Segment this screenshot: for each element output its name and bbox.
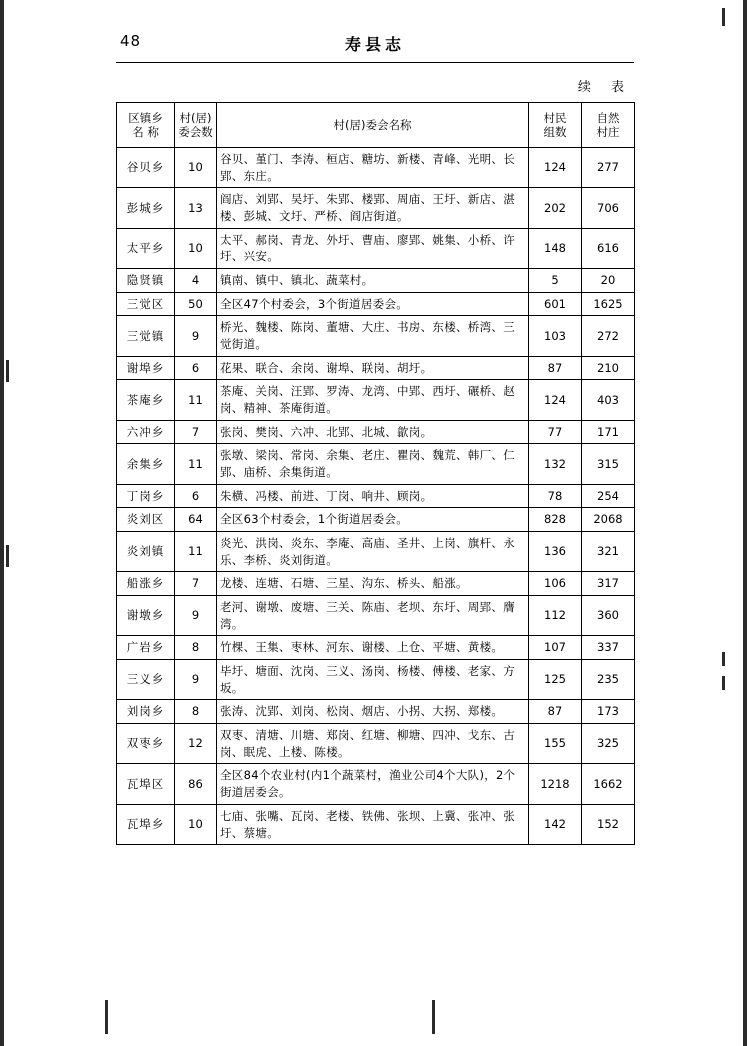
cell-committee-count: 11 — [175, 444, 217, 484]
cell-villager-groups: 601 — [529, 292, 582, 316]
cell-villager-groups: 124 — [529, 380, 582, 420]
cell-committee-count: 11 — [175, 532, 217, 572]
cell-region-name: 三觉区 — [117, 292, 175, 316]
cell-committee-count: 6 — [175, 356, 217, 380]
cell-region-name: 瓦埠区 — [117, 764, 175, 804]
column-header-count — [175, 103, 217, 148]
cell-natural-villages: 152 — [582, 804, 635, 844]
table-row — [117, 420, 635, 444]
cell-villager-groups: 107 — [529, 636, 582, 660]
cell-natural-villages: 277 — [582, 148, 635, 188]
cell-committee-names: 全区63个村委会，1个街道居委会。 — [217, 508, 529, 532]
cell-committee-names: 桥光、魏楼、陈岗、董塘、大庄、书房、东楼、桥湾、三觉街道。 — [217, 316, 529, 356]
cell-committee-count: 86 — [175, 764, 217, 804]
cell-villager-groups: 1218 — [529, 764, 582, 804]
table-row — [117, 188, 635, 228]
cell-villager-groups: 87 — [529, 700, 582, 724]
cell-villager-groups: 106 — [529, 572, 582, 596]
cell-committee-names: 张墩、梁岗、常岗、余集、老庄、瞿岗、魏荒、韩厂、仁郢、庙桥、余集街道。 — [217, 444, 529, 484]
cell-committee-names: 张岗、樊岗、六冲、北郢、北城、歙岗。 — [217, 420, 529, 444]
cell-natural-villages: 2068 — [582, 508, 635, 532]
column-header-group-line2: 组数 — [543, 125, 567, 139]
cell-region-name: 三觉镇 — [117, 316, 175, 356]
column-header-name-line2: 名 称 — [132, 125, 159, 139]
cell-region-name: 隐贤镇 — [117, 269, 175, 293]
cell-villager-groups: 112 — [529, 596, 582, 636]
cell-committee-count: 10 — [175, 804, 217, 844]
scan-edge-mark — [722, 652, 725, 666]
cell-region-name: 炎刘区 — [117, 508, 175, 532]
cell-natural-villages: 616 — [582, 228, 635, 268]
cell-committee-count: 9 — [175, 316, 217, 356]
table-row — [117, 228, 635, 268]
column-header-name — [117, 103, 175, 148]
scan-edge-mark — [105, 1000, 108, 1034]
cell-villager-groups: 142 — [529, 804, 582, 844]
column-header-natural-line1: 自然 — [596, 110, 620, 125]
cell-committee-names: 张涛、沈郢、刘岗、松岗、烟店、小拐、大拐、郑楼。 — [217, 700, 529, 724]
continued-table-label: 续 表 — [577, 80, 632, 95]
cell-region-name: 彭城乡 — [117, 188, 175, 228]
cell-committee-names: 谷贝、堇门、李涛、桓店、糖坊、新楼、青峰、光明、长郢、东庄。 — [217, 148, 529, 188]
table-row — [117, 444, 635, 484]
book-title: 寿县志 — [344, 35, 405, 54]
cell-committee-names: 阎店、刘郢、吴圩、朱郢、楼郢、周庙、王圩、新店、湛楼、彭城、文圩、严桥、阎店街道。 — [217, 188, 529, 228]
cell-natural-villages: 403 — [582, 380, 635, 420]
cell-committee-count: 8 — [175, 700, 217, 724]
table-row — [117, 636, 635, 660]
cell-natural-villages: 235 — [582, 660, 635, 700]
table-row — [117, 316, 635, 356]
cell-villager-groups: 5 — [529, 269, 582, 293]
cell-villager-groups: 828 — [529, 508, 582, 532]
cell-committee-count: 9 — [175, 596, 217, 636]
cell-villager-groups: 78 — [529, 484, 582, 508]
cell-villager-groups: 87 — [529, 356, 582, 380]
page-number: 48 — [120, 32, 142, 50]
table-row — [117, 700, 635, 724]
cell-committee-count: 10 — [175, 228, 217, 268]
table-row — [117, 532, 635, 572]
cell-committee-names: 花果、联合、余岗、谢埠、联岗、胡圩。 — [217, 356, 529, 380]
cell-region-name: 炎刘镇 — [117, 532, 175, 572]
table-row — [117, 596, 635, 636]
cell-committee-count: 50 — [175, 292, 217, 316]
scan-edge-mark — [722, 8, 725, 26]
cell-committee-names: 炎光、洪岗、炎东、李庵、高庙、圣井、上岗、旗杆、永乐、李桥、炎刘街道。 — [217, 532, 529, 572]
cell-region-name: 茶庵乡 — [117, 380, 175, 420]
village-committee-table — [116, 102, 635, 845]
cell-natural-villages: 321 — [582, 532, 635, 572]
column-header-name-line1: 区镇乡 — [128, 110, 163, 125]
scan-edge-mark — [6, 360, 9, 382]
cell-natural-villages: 317 — [582, 572, 635, 596]
table-row — [117, 724, 635, 764]
cell-natural-villages: 171 — [582, 420, 635, 444]
column-header-group-line1: 村民 — [543, 110, 567, 125]
cell-region-name: 双枣乡 — [117, 724, 175, 764]
cell-natural-villages: 706 — [582, 188, 635, 228]
page-header — [110, 32, 640, 56]
cell-natural-villages: 360 — [582, 596, 635, 636]
cell-natural-villages: 325 — [582, 724, 635, 764]
scan-edge-mark — [0, 0, 4, 1046]
column-header-natural — [582, 103, 635, 148]
column-header-natural-line2: 村庄 — [596, 125, 620, 139]
cell-villager-groups: 103 — [529, 316, 582, 356]
cell-region-name: 谢墩乡 — [117, 596, 175, 636]
cell-natural-villages: 173 — [582, 700, 635, 724]
column-header-list: 村(居)委会名称 — [217, 103, 529, 148]
table-row — [117, 269, 635, 293]
table-row — [117, 804, 635, 844]
cell-region-name: 瓦埠乡 — [117, 804, 175, 844]
cell-villager-groups: 124 — [529, 148, 582, 188]
cell-committee-count: 11 — [175, 380, 217, 420]
cell-region-name: 刘岗乡 — [117, 700, 175, 724]
cell-region-name: 广岩乡 — [117, 636, 175, 660]
cell-committee-names: 茶庵、关岗、汪郢、罗涛、龙湾、中郢、西圩、碾桥、赵岗、精神、茶庵街道。 — [217, 380, 529, 420]
cell-committee-names: 七庙、张嘴、瓦岗、老楼、铁佛、张坝、上冀、张冲、张圩、蔡塘。 — [217, 804, 529, 844]
cell-committee-names: 全区84个农业村(内1个蔬菜村，渔业公司4个大队)，2个街道居委会。 — [217, 764, 529, 804]
column-header-count-line2: 委会数 — [178, 125, 213, 139]
scan-edge-mark — [743, 0, 747, 1046]
cell-region-name: 三义乡 — [117, 660, 175, 700]
table-body — [117, 148, 635, 845]
cell-committee-count: 7 — [175, 572, 217, 596]
cell-committee-count: 9 — [175, 660, 217, 700]
cell-committee-count: 10 — [175, 148, 217, 188]
cell-committee-count: 4 — [175, 269, 217, 293]
table-row — [117, 660, 635, 700]
cell-region-name: 谢埠乡 — [117, 356, 175, 380]
header-divider — [116, 62, 634, 63]
cell-committee-names: 双枣、清塘、川塘、郑岗、红塘、柳塘、四冲、戈东、古岗、眠虎、上楼、陈楼。 — [217, 724, 529, 764]
cell-committee-names: 镇南、镇中、镇北、蔬菜村。 — [217, 269, 529, 293]
cell-committee-count: 7 — [175, 420, 217, 444]
cell-committee-names: 全区47个村委会，3个街道居委会。 — [217, 292, 529, 316]
cell-committee-names: 太平、郝岗、青龙、外圩、曹庙、廖郢、姚集、小桥、许圩、兴安。 — [217, 228, 529, 268]
cell-natural-villages: 315 — [582, 444, 635, 484]
table-row — [117, 356, 635, 380]
cell-natural-villages: 1662 — [582, 764, 635, 804]
cell-villager-groups: 136 — [529, 532, 582, 572]
cell-committee-count: 6 — [175, 484, 217, 508]
table-row — [117, 380, 635, 420]
cell-committee-count: 8 — [175, 636, 217, 660]
table-row — [117, 148, 635, 188]
table-header-row — [117, 103, 635, 148]
table-row — [117, 292, 635, 316]
table-row — [117, 572, 635, 596]
cell-villager-groups: 77 — [529, 420, 582, 444]
cell-villager-groups: 155 — [529, 724, 582, 764]
table-row — [117, 484, 635, 508]
cell-committee-count: 64 — [175, 508, 217, 532]
cell-villager-groups: 202 — [529, 188, 582, 228]
scan-edge-mark — [6, 545, 9, 567]
cell-committee-count: 12 — [175, 724, 217, 764]
cell-villager-groups: 132 — [529, 444, 582, 484]
cell-natural-villages: 20 — [582, 269, 635, 293]
column-header-count-line1: 村(居) — [179, 110, 212, 125]
cell-region-name: 谷贝乡 — [117, 148, 175, 188]
cell-region-name: 余集乡 — [117, 444, 175, 484]
cell-committee-names: 朱横、冯楼、前进、丁岗、响井、顾岗。 — [217, 484, 529, 508]
cell-natural-villages: 272 — [582, 316, 635, 356]
table-row — [117, 508, 635, 532]
cell-natural-villages: 1625 — [582, 292, 635, 316]
cell-committee-names: 老河、谢墩、废塘、三关、陈庙、老坝、东圩、周郢、膺湾。 — [217, 596, 529, 636]
cell-committee-names: 竹棵、王集、枣林、河东、谢楼、上仓、平塘、黄楼。 — [217, 636, 529, 660]
cell-region-name: 太平乡 — [117, 228, 175, 268]
cell-villager-groups: 125 — [529, 660, 582, 700]
cell-villager-groups: 148 — [529, 228, 582, 268]
cell-region-name: 船涨乡 — [117, 572, 175, 596]
cell-committee-names: 毕圩、塘面、沈岗、三义、汤岗、杨楼、傅楼、老家、方坂。 — [217, 660, 529, 700]
scan-edge-mark — [432, 1000, 435, 1034]
cell-committee-names: 龙楼、连塘、石塘、三星、沟东、桥头、船涨。 — [217, 572, 529, 596]
cell-region-name: 丁岗乡 — [117, 484, 175, 508]
cell-natural-villages: 210 — [582, 356, 635, 380]
column-header-group — [529, 103, 582, 148]
cell-natural-villages: 254 — [582, 484, 635, 508]
cell-committee-count: 13 — [175, 188, 217, 228]
table-row — [117, 764, 635, 804]
cell-natural-villages: 337 — [582, 636, 635, 660]
scan-edge-mark — [722, 676, 725, 690]
cell-region-name: 六冲乡 — [117, 420, 175, 444]
